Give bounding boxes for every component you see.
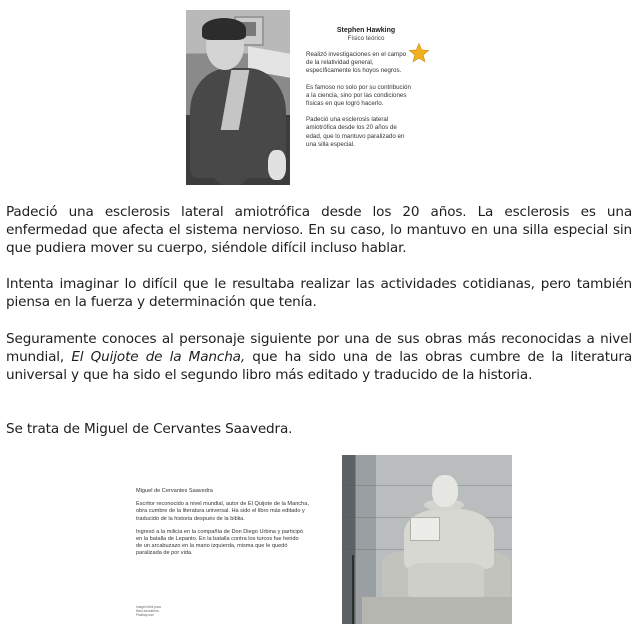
cervantes-card-paragraph: Escritor reconocido a nivel mundial, autor de El Quijote de la Mancha, obra cumbre de la literatura universal. Ha sido el libro más editado y traducido de la historia después de la biblia.	[136, 501, 309, 522]
paragraph-cervantes-intro	[6, 330, 632, 385]
hawking-card-paragraph: Padeció una esclerosis lateral amiotrófica desde los 20 años de edad, que lo mantuvo paralizado en una silla especial.	[306, 116, 405, 148]
stephen-hawking-photo	[186, 10, 290, 185]
cervantes-card-text	[136, 488, 336, 564]
hawking-card-paragraph: Es famoso no solo por su contribución a la ciencia, sino por las condiciones físicas en que logró hacerlo.	[306, 83, 411, 108]
statue-pole	[352, 555, 354, 624]
statue-book	[410, 517, 440, 541]
image-credit	[136, 605, 196, 618]
credit-line: Pixabay.com	[136, 613, 155, 618]
statue-legs	[408, 563, 484, 597]
wall-line	[342, 485, 512, 486]
cervantes-statue-photo	[342, 455, 512, 624]
paragraph-hawking-illness: Padeció una esclerosis lateral amiotrófica desde los 20 años. La esclerosis es una enfermedad que afecta el sistema nervioso. En su caso, lo mantuvo en una silla especial sin que pudiera mover su cuerpo, siéndole difícil incluso hablar.	[6, 204, 632, 257]
statue-base	[362, 597, 512, 624]
hawking-card-subtitle: Físico teórico	[347, 35, 385, 42]
paragraph-cervantes-name: Se trata de Miguel de Cervantes Saavedra.	[6, 421, 293, 437]
star-icon	[408, 42, 430, 64]
paragraph-text: Seguramente conoces al personaje siguiente por una de sus obras más reconocidas a nivel mundial,	[6, 331, 632, 366]
statue-head	[432, 475, 458, 507]
credit-line: fines educativos.	[136, 609, 160, 614]
hawking-card-paragraph: Realizó investigaciones en el campo de la relatividad general, específicamente los hoyos negros.	[306, 51, 407, 75]
book-title-quijote: El Quijote de la Mancha,	[71, 349, 246, 366]
cervantes-card-title: Miguel de Cervantes Saavedra	[136, 488, 213, 494]
credit-line: Imágen libre para	[136, 605, 161, 609]
photo-hair	[202, 18, 246, 40]
photo-hand	[268, 150, 286, 180]
cervantes-card-paragraph: Ingresó a la milicia en la compañía de Don Diego Urbina y participó en la batalla de Lepanto. En la batalla contra los turcos fue herido de un arcabuzazo en la mano izquierda, misma que le quedó paralizada de por vida.	[136, 528, 303, 557]
hawking-card-title: Stephen Hawking	[336, 27, 396, 34]
paragraph-text: que ha sido una de las obras cumbre de la literatura universal y que ha sido el segundo libro más editado y traducido de la historia.	[6, 349, 633, 384]
paragraph-imagine: Intenta imaginar lo difícil que le resultaba realizar las actividades cotidianas, pero también piensa en la fuerza y determinación que tenía.	[6, 276, 632, 311]
